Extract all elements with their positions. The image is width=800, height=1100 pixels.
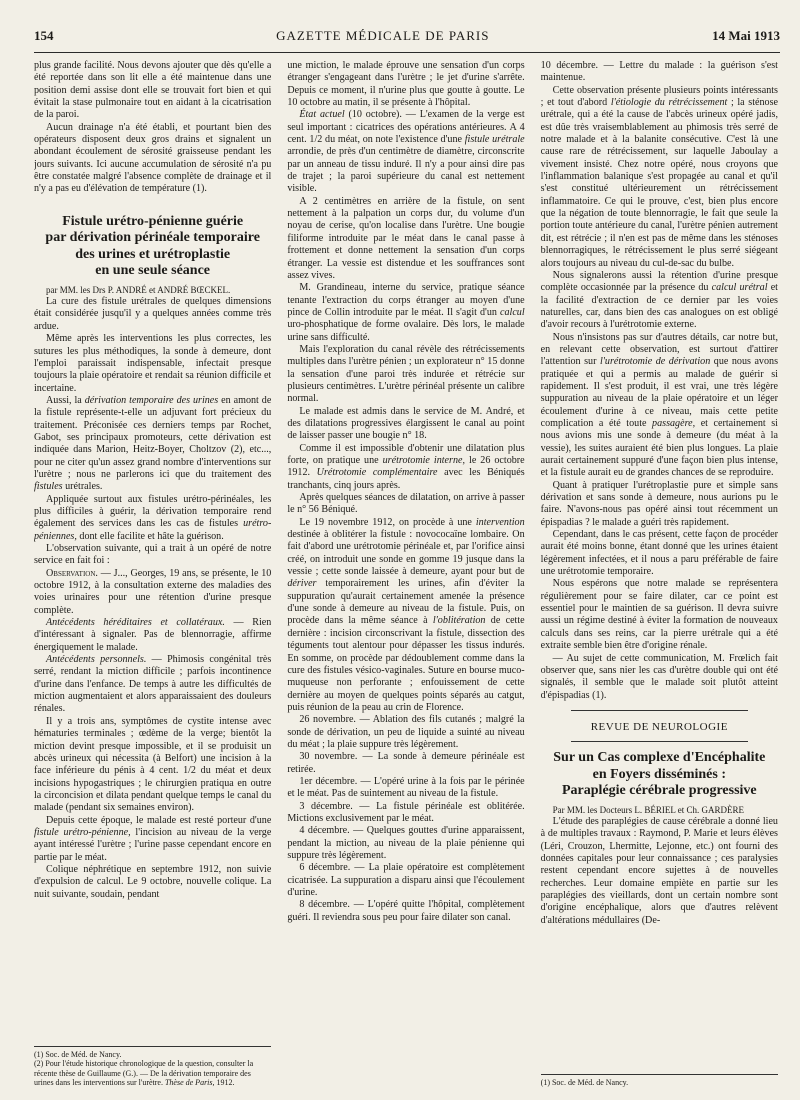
text-run: Cette observation présente plusieurs points intéressants ; et tout d'abord [540,84,778,109]
paragraph [34,494,271,543]
paragraph: A 2 centimètres en arrière de la fistule, on sent nettement à la palpation un corps dur, du volume d'un noyau de cerise, qu'on localise dans l'urètre. Une bougie filiforme introduite par le méat dans le canal passe à frottement et donne nettement la sensation d'un corps étranger. La vessie est distendue et les souffrances sont assez vives. [287,195,525,281]
text-run: le 26 octobre 1912. [287,455,525,479]
italic-run: Antécédents héréditaires et collatéraux. [46,617,225,629]
italic-run: fistules [34,481,63,493]
italic-run: fistule urétro-pénienne, [34,826,131,838]
article-title-line: des urines et urétroplastie [75,246,231,262]
paragraph: Mais l'exploration du canal révèle des rétrécissements multiples dans l'urètre pénien ; un explorateur n° 15 donne la sensation d'une paroi très indurée et rétrécie sur plusieurs centimètres. L'urètre périnéal présente un calibre normal. [287,343,525,405]
text-run: Appliquée surtout aux fistules urétro-périnéales, les plus difficiles à guérir, la dérivation temporaire rend également des services dans les cas de fistules [34,493,272,530]
paragraph: Nous espérons que notre malade se représentera régulièrement pour se faire dilater, car ce point est essentiel pour le maintien de sa guérison. Il devra suivre aussi un régime destiné à éviter la formation de nouveaux calculs dans ses reins, car la pierre urétrale qui a été extraite semble bien être d'origine rénale. [540,578,778,652]
paragraph [287,109,524,195]
footnotes [541,1074,778,1088]
italic-run: passagère, [652,417,696,429]
text-run: l'incision au niveau de la verge ayant intéressé l'urètre ; l'urine passe cependant encore en partie par le méat. [34,826,272,863]
text-run: M. Grandineau, interne du service, pratique séance tenante l'extraction du corps étranger au moyen d'une pince de Collin introduite par le méat. Il s'agit d'un [287,282,525,318]
paragraph [34,568,271,617]
paragraph: Le malade est admis dans le service de M. André, et des dilatations progressives élargissent le canal au point de laisser passer une bougie n° 18. [287,405,525,442]
italic-run: calcul urétral [711,282,768,294]
text-run: de cette dernière : incision circonscrivant la fistule, dissection des téguments tout alentour pour dépasser les tissus indurés. En somme, on procède par dédoublement comme dans la cure des fistules vésico-vaginales. Suture en bourse muco-muqueuse non perforante ; enfouissement de cette dernière au moyen de quelques points séparés au catgut, puis réunion de la peau au crin de Florence. [287,615,525,713]
text-run: en amont de la fistule représente-t-elle un adjuvant fort précieux du traitement. Préconisée ces derniers temps par Rochet, Gabot, ses principaux promoteurs, cette dérivation est indiquée dans Marion, Heitz-Boyer, Choltzov (2), etc..., pour ne citer qu'un assez grand nombre d'interventions sur l'urètre ; nous ne parlerons ici que du traitement des [34,394,272,480]
text-columns [34,60,778,1088]
paragraph [34,395,271,494]
text-run: 1912. [214,1078,235,1088]
paragraph [287,282,524,344]
italic-run: intervention [475,516,525,528]
article-byline: par MM. les Drs P. ANDRÉ et ANDRÉ BŒCKEL. [46,284,231,295]
paragraph [34,815,271,864]
text-run: destinée à oblitérer la fistule : novococaïne lombaire. On fait d'abord une urétrotomie périnéale et, par l'orifice ainsi créé, on introduit une sonde en gomme 19 jusque dans la vessie ; cette sonde laissée à demeure, ayant pour but de [287,529,525,578]
paragraph [34,617,271,654]
text-run: arrondie, de près d'un centimètre de diamètre, circonscrite par un anneau de tissu induré. Il n'y a pour ainsi dire pas de trajet ; la paroi supérieure du canal est nettement visible. [287,146,525,195]
page-header [34,28,780,53]
italic-run: Antécédents personnels. [46,654,147,666]
italic-run: calcul [499,306,525,318]
paragraph: L'étude des paraplégies de cause cérébrale a donné lieu à de multiples travaux : Raymond, P. Marie et leurs élèves (Léri, Crouzon, Lhermitte, Lejonne, etc.) ont fourni des données capitales pour leur connaissance ; ces paralysies restent cependant encore sujettes à de nouvelles recherches. Leur domaine empiète en partie sur les paraplégies des vieillards, dont un certain nombre sont d'origine encéphalique, alors que d'autres relèvent d'altérations médullaires (De- [540,816,778,926]
paragraph: Après quelques séances de dilatation, on arrive à passer le n° 56 Béniqué. [287,492,525,516]
text-run: (2) Pour l'étude historique chronologique de la question, consulter la récente thèse de Guillaume (G.). — De la dérivation temporaire des urines dans les interventions sur l'urètre. [34,1059,254,1088]
paragraph: 1er décembre. — L'opéré urine à la fois par le périnée et le méat. Pas de suintement au niveau de la fistule. [287,775,525,800]
article-title-line: par dérivation périnéale temporaire [45,230,260,246]
paragraph [541,270,778,332]
paragraph: Colique néphrétique en septembre 1912, non suivie d'expulsion de calcul. Le 9 octobre, nouvelle colique. La nuit suivante, soudain, pendant [34,863,272,900]
italic-run: État actuel [299,109,345,121]
paragraph: Il y a trois ans, symptômes de cystite intense avec hématuries terminales ; œdème de la verge; bientôt la miction devint presque impossible, et il se produisit un abcès urineux qui nécessita (à Belfort) une incision à la face inférieure du pénis à 4 cent. 1/2 du méat et deux incisions hypogastriques ; le chirurgien pratiqua en outre la circoncision et dilata pendant quelque temps le canal du malade (pendant six semaines environ). [34,715,272,814]
text-run: urétrales. [62,481,103,493]
italic-run: urétrotomie interne, [382,455,466,466]
text-run: Depuis cette époque, le malade est resté porteur d'une [46,814,272,826]
paragraph [34,654,271,716]
article-title [541,750,778,800]
text-run: Nous signalerons aussi la rétention d'urine presque complète occasionnée par la présence du [540,269,778,294]
paragraph: 10 décembre. — Lettre du malade : la guérison s'est maintenue. [540,60,778,84]
journal-title: GAZETTE MÉDICALE DE PARIS [276,28,490,43]
paragraph [287,443,524,492]
footnotes [34,1046,271,1088]
text-run: Le 19 novembre 1912, on procède à une [299,516,476,528]
section-divider [571,741,748,742]
paragraph [287,517,524,715]
issue-date: 14 Mai 1913 [712,28,780,43]
article-title-line: en une seule séance [95,263,211,279]
text-run: que nous avons pratiquée et qui a permis au malade de guérir si rapidement. Il s'est produit, il est vrai, une très légère suppuration au niveau de la plaie opératoire et un léger écoulement d'urine à ce niveau, mais cette petite complication a été toute [540,356,778,429]
paragraph: — Au sujet de cette communication, M. Frœlich fait observer que, sans nier les cas d'urètre double qui ont été signalés, il semble que le malade soit plutôt atteint d'épispadias (1). [540,652,778,701]
italic-run: urétro-péniennes, [34,518,272,542]
footnote: (1) Soc. de Méd. de Nancy. [34,1049,122,1059]
italic-run: Thèse de Paris, [164,1078,215,1088]
italic-run: Urétrotomie complémentaire [316,467,438,479]
observation-label: Observation. [46,567,98,579]
article-title-line: Sur un Cas complexe d'Encéphalite [553,750,766,766]
article-title-line: Paraplégie cérébrale progressive [562,783,757,799]
paragraph: plus grande facilité. Nous devons ajouter que dès qu'elle a été reportée dans son lit elle a été maintenue dans une position demi assise dont elle se trouvait fort bien et qui évitait la stase pulmonaire tout en aidant à la cicatrisation de la paroi. [34,60,272,121]
paragraph: 4 décembre. — Quelques gouttes d'urine apparaissent, pendant la miction, au niveau de la plaie pénienne qui suppure très légèrement. [287,825,525,861]
italic-run: dérivation temporaire des urines [84,394,219,406]
paragraph: une miction, le malade éprouve une sensation d'un corps étranger s'engageant dans l'urètre ; le jet d'urine s'arrête. Depuis ce moment, il n'urine plus que goutte à goutte. Le 10 octobre au matin, il se présente à l'hôpital. [287,60,525,109]
paragraph: 26 novembre. — Ablation des fils cutanés ; malgré la sonde de dérivation, un peu de liquide a suinté au niveau du méat ; la plaie suppure très légèrement. [287,714,525,750]
column-2 [287,60,524,1088]
paragraph: 8 décembre. — L'opéré quitte l'hôpital, complètement guéri. Il reviendra sous peu pour faire dilater son canal. [287,899,525,923]
paragraph: 3 décembre. — La fistule périnéale est oblitérée. Mictions exclusivement par le méat. [287,800,525,824]
text-run: — Phimosis congénital très serré, rendant la miction difficile ; parfois incontinence d'urine dans l'enfance. De temps à autre les difficultés de miction augmentaient et alors apparaissaient des douleurs rénales. [34,654,272,715]
italic-run: l'urétrotomie de dérivation [599,356,711,368]
section-divider [571,710,748,711]
article-title [34,214,271,280]
text-run: et certainement si nous avions mis une sonde à demeure (du méat à la vessie), les suites auraient été bien plus longues. La plaie aurait certainement suppuré d'une façon bien plus intense, et la fistule aurait eu de grandes chances de se reproduire. [540,417,778,479]
article-title-line: Fistule urétro-pénienne guérie [62,213,244,229]
italic-run: l'oblitération [432,615,486,627]
text-run: (10 octobre). — L'examen de la verge est seul important : cicatrices des opérations antérieures. A 4 cent. 1/2 du méat, on note l'existence d'une [287,109,525,146]
text-run: uro-phosphatique de forme ovalaire. Dès lors, le malade urine sans difficulté. [287,319,525,343]
paragraph: Quant à pratiquer l'urétroplastie pure et simple sans dérivation et sans sonde à demeure, nous aurions pu le faire. N'avons-nous pas opéré ainsi tout récemment un épispadias ? le malade a guéri très rapidement. [540,479,778,528]
text-run: Aussi, la [46,394,85,406]
text-run: Nous n'insistons pas sur d'autres détails, car notre but, en relevant cette observation, est surtout d'attirer l'attention sur [540,331,778,368]
paragraph: La cure des fistule urétrales de quelques dimensions était considérée jusqu'il y a quelques années comme très ardue. [34,296,272,332]
article-byline: Par MM. les Docteurs L. BÉRIEL et Ch. GARDÈRE [552,804,745,815]
paragraph [541,85,778,270]
paragraph: Cependant, dans le cas présent, cette façon de procéder aurait été moins bonne, étant donné que les urines étaient légèrement infectées, et il nous a paru préférable de faire une urétrotomie temporaire. [540,529,778,578]
text-run: ; la sténose urétrale, qui a été la cause de l'abcès urineux opéré jadis, est dûe très vraisemblablement au phimosis très serré de notre malade et à la balanite consécutive. C'est là une cause rare de rétrécissement, sur laquelle Jaboulay a vivement insisté. Chez notre opéré, nous croyons que l'inflammation balanique s'est propagée au canal et qu'il s'est constitué ultérieurement un rétrécissement inflammatoire. Ce qui le prouve, c'est, bien plus encore que la négation de toute blennorragie, le fait que seule la portion toute antérieure du canal, l'urètre pénien autrement dit, est rétrécie ; il n'en est pas de même dans les sténoses blennorragiques, le rétrécissement le plus serré siégeant alors toujours au niveau du cul-de-sac du bulbe. [540,97,778,269]
column-3 [541,60,778,1088]
text-run: et la facilité d'extraction de ce dernier par les voies naturelles, car, dans bien des cas analogues on est obligé d'avoir recours à l'urétrotomie externe. [540,282,778,331]
italic-run: l'étiologie du rétrécissement [610,97,728,109]
section-heading: REVUE DE NEUROLOGIE [590,720,728,733]
text-run: Comme il est impossible d'obtenir une dilatation plus forte, on pratique une [287,442,525,466]
column-1 [34,60,271,1088]
text-run: dont elle facilite et hâte la guérison. [76,530,224,542]
paragraph: 30 novembre. — La sonde à demeure périnéale est retirée. [287,751,525,775]
paragraph: 6 décembre. — La plaie opératoire est complètement cicatrisée. La suppuration a disparu ainsi que l'écoulement d'urine. [287,862,525,899]
text-run: — Rien d'intéressant à signaler. Pas de blennorragie, affirme énergiquement le malade. [34,617,272,653]
paragraph: Aucun drainage n'a été établi, et pourtant bien des opérateurs disposent deux gros drains et signalent un abondant écoulement de sérosité graisseuse pendant les jours suivants. Ici aucune accumulation de sérosité n'a pu être constatée malgré l'absence complète de drainage et il n'y a pas eu d'élévation de température (1). [34,121,272,195]
text-run: temporairement les urines, afin d'éviter la suppuration qu'aurait certainement amenée la présence d'une sonde à demeure au niveau de la fistule. Puis, on procède dans la même séance à [287,578,525,627]
page-number: 154 [34,28,54,43]
paragraph: L'observation suivante, qui a trait à un opéré de notre service en fait foi : [34,543,272,567]
footnote [34,1059,271,1088]
article-title-line: en Foyers disséminés : [592,766,727,782]
text-run: avec les Béniqués tranchants, cinq jours après. [287,467,525,491]
italic-run: dériver [287,578,317,590]
paragraph [541,332,778,480]
italic-run: fistule urétrale [464,134,525,146]
paragraph: Même après les interventions les plus correctes, les sutures les plus méthodiques, la sonde à demeure, dont l'emploi paraissait indispensable, infectait presque toujours la plaie opératoire et rendait sa réunion difficile et incertaine. [34,333,272,394]
text-run: — J..., Georges, 19 ans, se présente, le 10 octobre 1912, à la consultation externe des maladies des voies urinaires pour une rétention d'urine presque complète. [34,567,272,616]
footnote: (1) Soc. de Méd. de Nancy. [540,1078,629,1088]
